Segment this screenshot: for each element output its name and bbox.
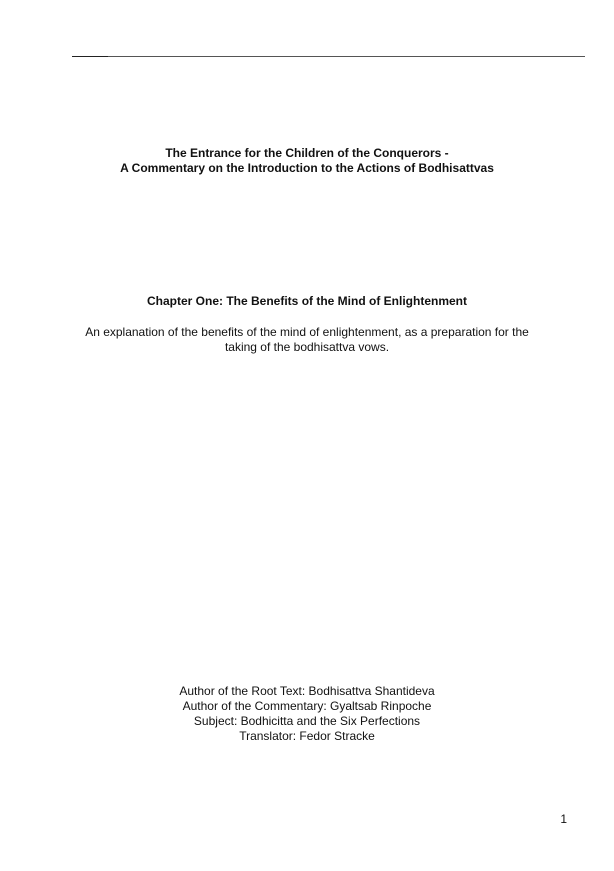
intro-line: An explanation of the benefits of the mind of enlightenment, as a preparation for the [85, 325, 529, 339]
header-rule-dark-segment [72, 56, 108, 57]
chapter-heading: Chapter One: The Benefits of the Mind of Enlightenment [147, 294, 467, 308]
header-rule-light-segment [108, 56, 585, 57]
credit-commentary-author: Author of the Commentary: Gyaltsab Rinpoche [182, 699, 432, 713]
document-title [0, 146, 614, 176]
credit-root-text-author: Author of the Root Text: Bodhisattva Shantideva [179, 684, 435, 698]
subtitle-line: A Commentary on the Introduction to the Actions of Bodhisattvas [120, 161, 494, 175]
intro-line: taking of the bodhisattva vows. [224, 340, 390, 354]
credits-block [0, 684, 614, 744]
credit-subject: Subject: Bodhicitta and the Six Perfections [193, 714, 421, 728]
credit-translator: Translator: Fedor Stracke [239, 729, 375, 743]
chapter-introduction [60, 325, 554, 355]
page-number: 1 [560, 812, 567, 826]
title-line: The Entrance for the Children of the Conquerors - [165, 146, 449, 160]
